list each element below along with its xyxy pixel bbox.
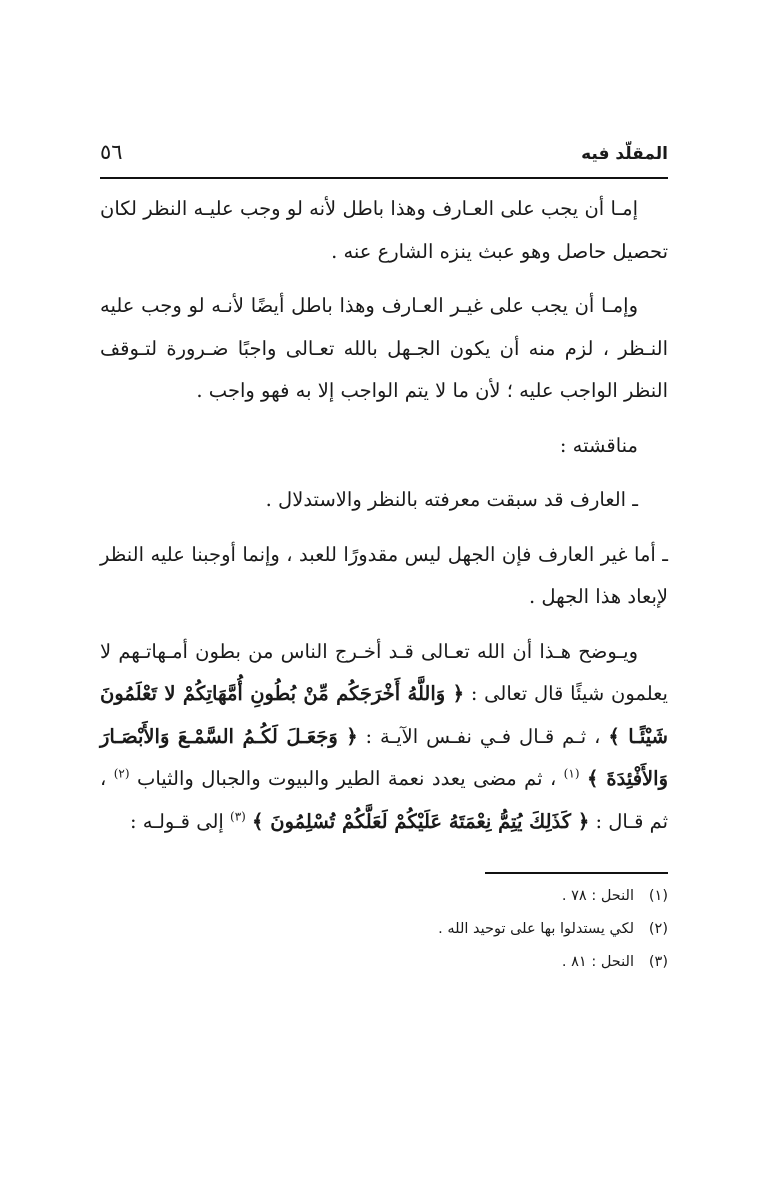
footnotes <box>100 880 668 979</box>
quran-verse: ﴿ وَجَعَـلَ لَكُـمُ السَّمْـعَ وَالأَبْصَـارَ وَالأَفْئِدَةَ ﴾ <box>100 724 668 790</box>
footnote <box>100 913 668 946</box>
paragraph: إمـا أن يجب على العـارف وهذا باطل لأنه لو وجب عليـه النظر لكان تحصيل حاصل وهو عبث ينزه الشارع عنه . <box>100 197 668 263</box>
paragraph-text: ، ثم مضى يعدد نعمة الطير والبيوت والجبال والثياب <box>129 767 564 790</box>
paragraph: وإمـا أن يجب على غيـر العـارف وهذا باطل أيضًا لأنـه لو وجب عليه النـظر ، لزم منه أن يكون الجـهل بالله تعـالى واجبًا ضـرورة لتـوقف النظر الواجب عليه ؛ لأن ما لا يتم الواجب إلا به فهو واجب . <box>100 294 668 402</box>
footnote-separator <box>485 872 668 874</box>
quran-verse: ﴿ وَاللَّهُ أَخْرَجَكُم مِّنْ بُطُونِ أُمَّهَاتِكُمْ لا تَعْلَمُونَ شَيْئًـا ﴾ <box>100 682 668 748</box>
paragraph-text: ، ثـم قـال فـي نفـس الآيـة : <box>357 724 609 748</box>
footnote-number: (١) <box>648 888 668 904</box>
running-head: المقلّد فيه <box>581 144 668 164</box>
page-number: ٥٦ <box>100 140 123 164</box>
footnote-reference: (٣) <box>230 809 246 823</box>
list-item: ـ العارف قد سبقت معرفته بالنظر والاستدلال . <box>265 488 638 511</box>
header-rule <box>100 177 668 179</box>
paragraph-text: ، ثم قـال : <box>100 767 668 833</box>
footnote <box>100 880 668 913</box>
footnote-number: (٢) <box>648 921 668 937</box>
footnote-text: النحل : ٨١ . <box>561 954 634 970</box>
list-item: ـ أما غير العارف فإن الجهل ليس مقدورًا للعبد ، وإنما أوجبنا عليه النظر لإبعاد هذا الجهل . <box>100 542 668 608</box>
paragraph-text: ويـوضح هـذا أن الله تعـالى قـد أخـرج الناس من بطون أمـهاتـهم لا يعلمون شيئًا قال تعالى : <box>100 639 668 705</box>
footnote-reference: (٢) <box>113 766 130 781</box>
footnote-text: لكي يستدلوا بها على توحيد الله . <box>438 921 634 937</box>
main-text <box>100 188 668 855</box>
page-header <box>100 138 668 176</box>
section-heading: مناقشته : <box>559 433 638 457</box>
paragraph-text: إلى قـولـه : <box>130 809 231 833</box>
footnote <box>100 946 668 979</box>
quran-verse: ﴿ كَذَلِكَ يُتِمُّ نِعْمَتَهُ عَلَيْكُمْ لَعَلَّكُمْ تُسْلِمُونَ ﴾ <box>252 809 590 833</box>
footnote-number: (٣) <box>648 954 668 970</box>
footnote-reference: (١) <box>563 766 580 781</box>
footnote-text: النحل : ٧٨ . <box>561 888 634 904</box>
paragraph <box>100 631 668 844</box>
